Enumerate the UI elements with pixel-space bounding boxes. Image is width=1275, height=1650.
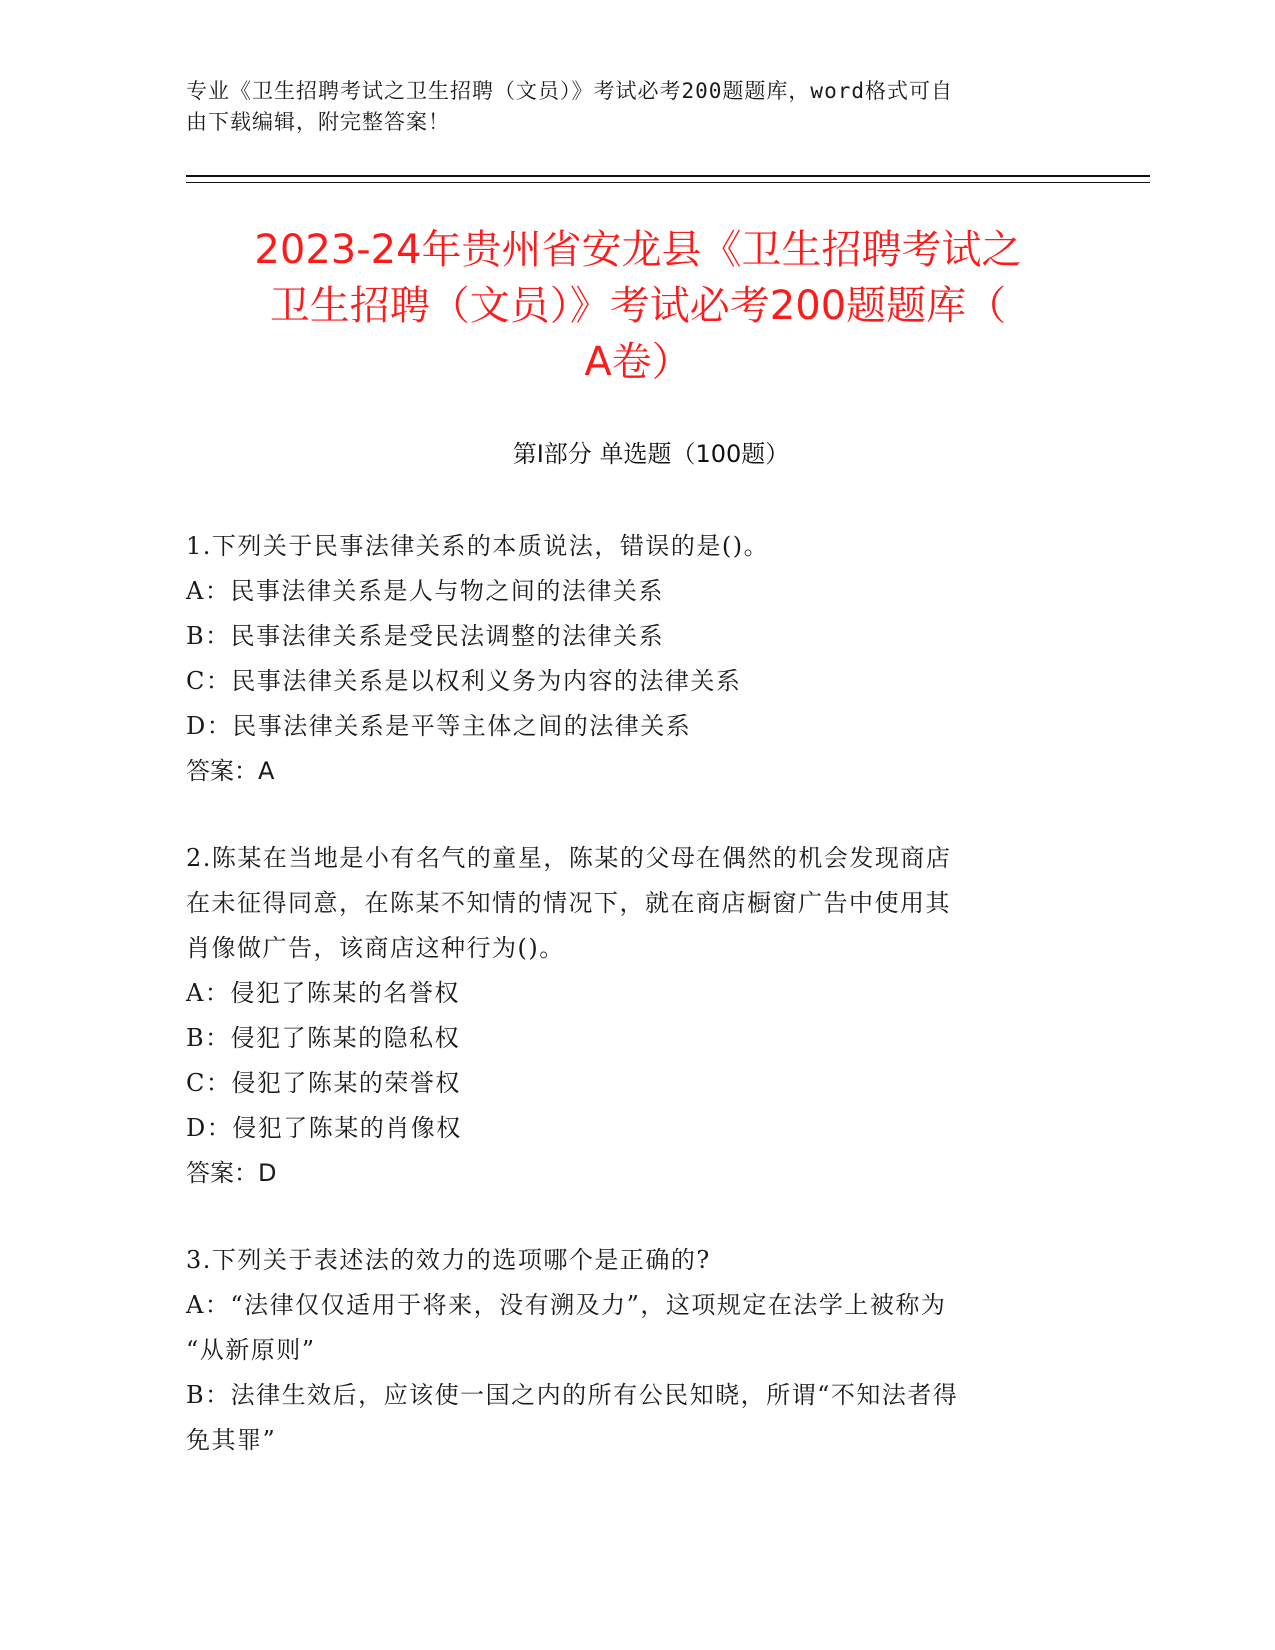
question-item — [186, 524, 1076, 794]
header-note-line: 专业《卫生招聘考试之卫生招聘（文员）》考试必考200题题库，word格式可自 — [186, 79, 953, 103]
question-list — [186, 524, 1076, 1505]
question-answer: 答案：D — [186, 1159, 277, 1187]
question-stem: 1.下列关于民事法律关系的本质说法，错误的是()。 — [186, 532, 770, 560]
question-stem: 在未征得同意，在陈某不知情的情况下，就在商店橱窗广告中使用其 — [186, 889, 951, 917]
question-stem: 2.陈某在当地是小有名气的童星，陈某的父母在偶然的机会发现商店 — [186, 844, 952, 872]
question-option: C：民事法律关系是以权利义务为内容的法律关系 — [186, 667, 742, 695]
section-heading: 第I部分 单选题（100题） — [512, 440, 790, 468]
question-option: D：侵犯了陈某的肖像权 — [186, 1114, 462, 1142]
question-stem: 肖像做广告，该商店这种行为()。 — [186, 934, 565, 962]
question-option: 免其罪” — [186, 1426, 277, 1454]
question-stem: 3.下列关于表述法的效力的选项哪个是正确的? — [186, 1246, 711, 1274]
title-line: 卫生招聘（文员）》考试必考200题题库（ — [269, 283, 1007, 329]
document-title — [170, 222, 1106, 390]
question-item — [186, 836, 1076, 1196]
question-option: A：侵犯了陈某的名誉权 — [186, 979, 460, 1007]
question-answer: 答案：A — [186, 757, 275, 785]
question-option: B：法律生效后，应该使一国之内的所有公民知晓，所谓“不知法者得 — [186, 1381, 959, 1409]
question-option: A：“法律仅仅适用于将来，没有溯及力”，这项规定在法学上被称为 — [186, 1291, 947, 1319]
question-option: B：侵犯了陈某的隐私权 — [186, 1024, 461, 1052]
question-option: D：民事法律关系是平等主体之间的法律关系 — [186, 712, 692, 740]
header-note-line: 由下载编辑，附完整答案！ — [186, 110, 450, 134]
question-option: B：民事法律关系是受民法调整的法律关系 — [186, 622, 665, 650]
header-divider-thin — [186, 182, 1150, 183]
question-option: A：民事法律关系是人与物之间的法律关系 — [186, 577, 664, 605]
title-line: A卷） — [584, 339, 692, 385]
header-divider-thick — [186, 175, 1150, 177]
question-option: “从新原则” — [186, 1336, 316, 1364]
question-item — [186, 1238, 1076, 1463]
question-option: C：侵犯了陈某的荣誉权 — [186, 1069, 461, 1097]
title-line: 2023-24年贵州省安龙县《卫生招聘考试之 — [254, 227, 1022, 273]
header-note — [186, 76, 1066, 138]
